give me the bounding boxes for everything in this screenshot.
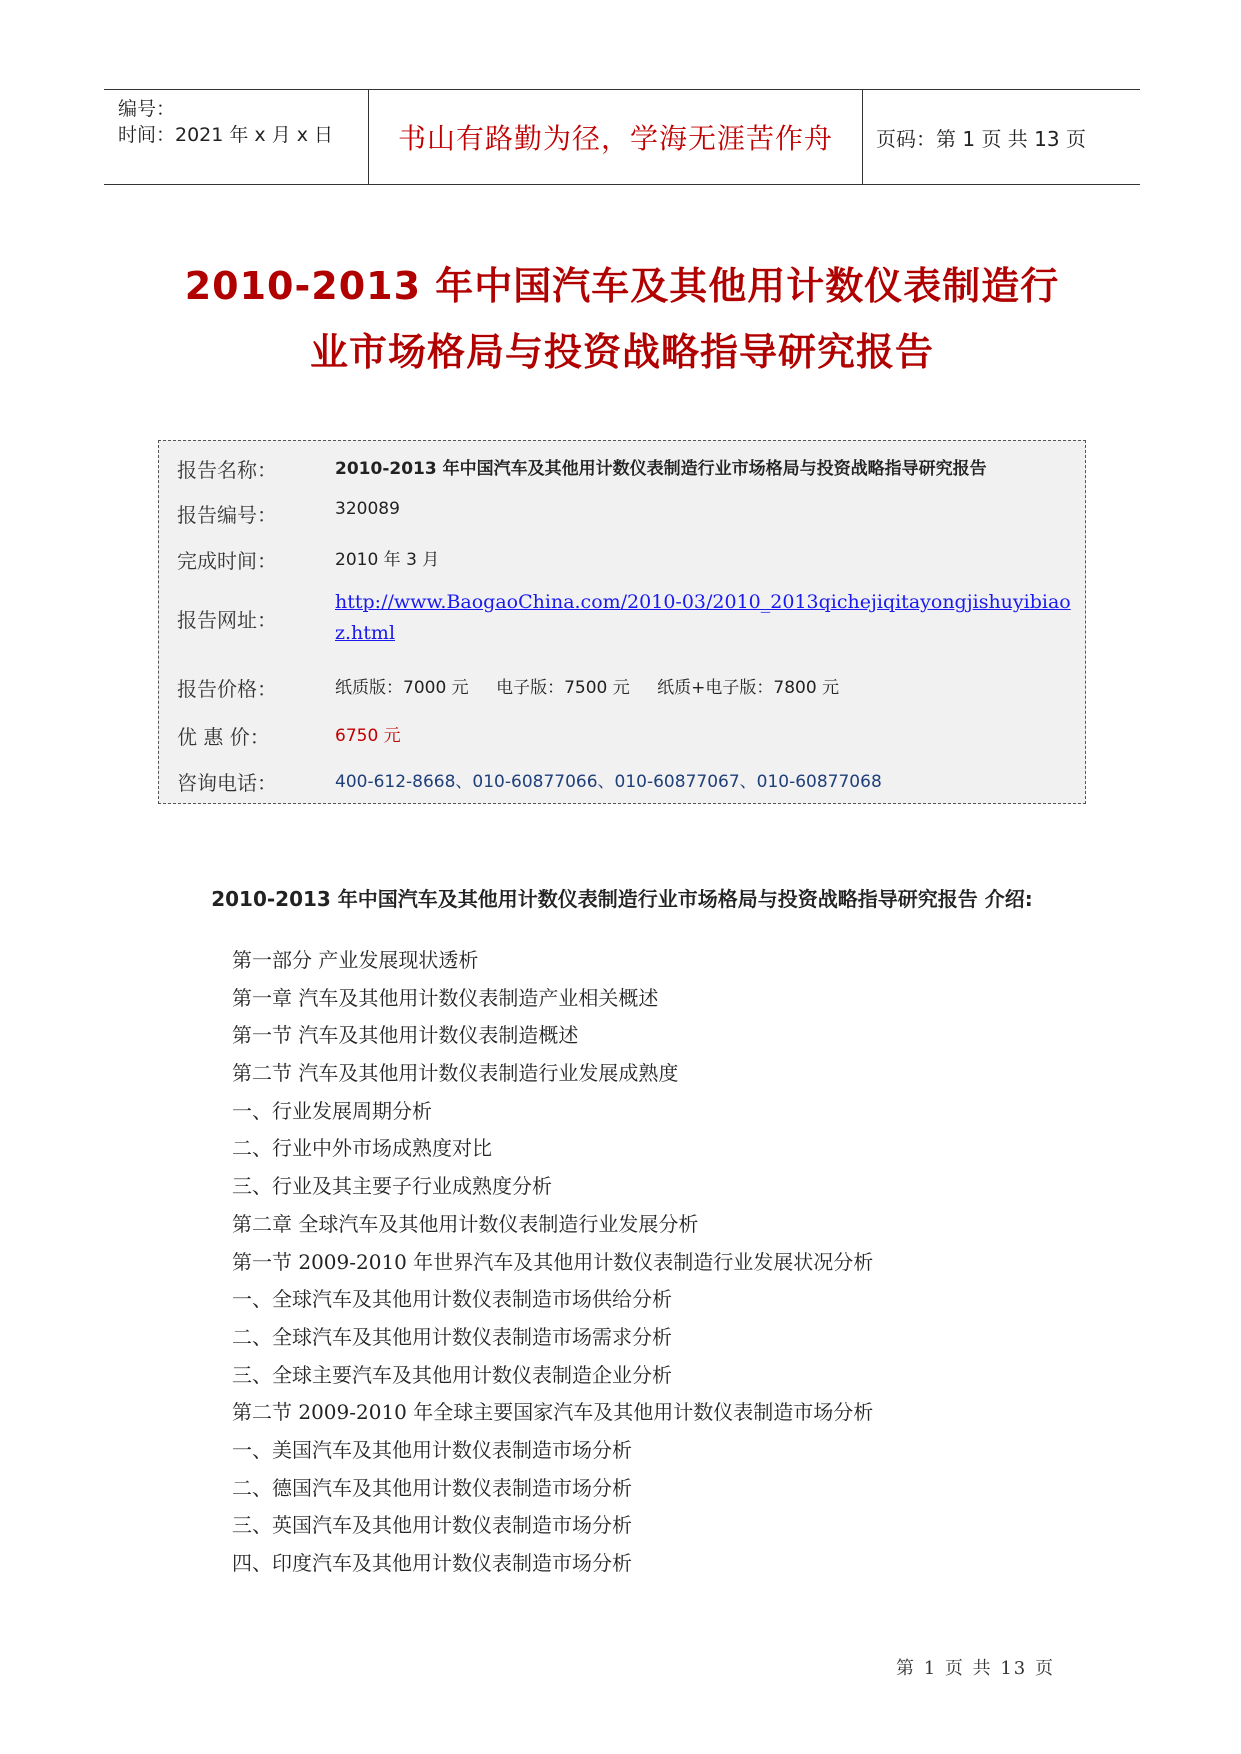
toc-item: 二、全球汽车及其他用计数仪表制造市场需求分析 bbox=[232, 1324, 672, 1349]
toc-item: 二、德国汽车及其他用计数仪表制造市场分析 bbox=[232, 1475, 632, 1500]
header-meta-cell bbox=[104, 90, 368, 184]
report-price-value bbox=[335, 673, 861, 698]
report-date-value: 2010 年 3 月 bbox=[335, 550, 440, 570]
toc-item: 第一节 汽车及其他用计数仪表制造概述 bbox=[232, 1023, 579, 1048]
table-of-contents bbox=[232, 942, 873, 1583]
toc-item: 二、行业中外市场成熟度对比 bbox=[232, 1136, 492, 1161]
document-time: 时间：2021 年 x 月 x 日 bbox=[118, 124, 334, 146]
header-motto-cell bbox=[368, 90, 863, 184]
report-date-label: 完成时间： bbox=[177, 549, 277, 573]
document-header bbox=[104, 89, 1140, 185]
toc-item: 四、印度汽车及其他用计数仪表制造市场分析 bbox=[232, 1551, 632, 1575]
phone-label: 咨询电话： bbox=[177, 771, 277, 795]
info-row-url bbox=[177, 587, 1075, 649]
toc-item: 三、英国汽车及其他用计数仪表制造市场分析 bbox=[232, 1513, 632, 1538]
info-row-name bbox=[177, 454, 1075, 483]
intro-heading: 2010-2013 年中国汽车及其他用计数仪表制造行业市场格局与投资战略指导研究报告 介绍: bbox=[211, 887, 1033, 911]
report-url-link[interactable]: http://www.BaogaoChina.com/2010-03/2010_2013qichejiqitayongjishuyibiaoz.html bbox=[335, 591, 1071, 644]
toc-item: 第一部分 产业发展现状透析 bbox=[232, 948, 479, 972]
toc-item: 第一章 汽车及其他用计数仪表制造产业相关概述 bbox=[232, 985, 659, 1010]
report-title-line-1: 2010-2013 年中国汽车及其他用计数仪表制造行 bbox=[184, 264, 1060, 308]
motto-text: 书山有路勤为径，学海无涯苦作舟 bbox=[397, 122, 833, 155]
discount-label: 优 惠 价： bbox=[177, 725, 270, 749]
report-name-value: 2010-2013 年中国汽车及其他用计数仪表制造行业市场格局与投资战略指导研究报告 bbox=[335, 459, 987, 479]
info-row-phone bbox=[177, 767, 1075, 796]
price-paper: 纸质版：7000 元 bbox=[335, 678, 469, 698]
report-info-box bbox=[158, 440, 1086, 804]
report-number-value: 320089 bbox=[335, 499, 400, 519]
page-info: 页码：第 1 页 共 13 页 bbox=[876, 126, 1086, 151]
toc-item: 第二章 全球汽车及其他用计数仪表制造行业发展分析 bbox=[232, 1211, 699, 1236]
toc-item: 一、行业发展周期分析 bbox=[232, 1098, 432, 1123]
toc-item: 三、行业及其主要子行业成熟度分析 bbox=[232, 1174, 552, 1199]
info-row-number bbox=[177, 499, 1075, 528]
phone-value: 400-612-8668、010-60877066、010-60877067、010-60877068 bbox=[335, 772, 882, 792]
discount-value: 6750 元 bbox=[335, 726, 401, 746]
info-row-discount bbox=[177, 721, 1075, 750]
toc-item: 第二节 2009-2010 年全球主要国家汽车及其他用计数仪表制造市场分析 bbox=[232, 1400, 874, 1425]
report-price-label: 报告价格： bbox=[177, 677, 277, 701]
report-name-label: 报告名称： bbox=[177, 458, 277, 482]
report-title-line-2: 业市场格局与投资战略指导研究报告 bbox=[309, 330, 934, 374]
info-row-price bbox=[177, 673, 1075, 702]
toc-item: 第一节 2009-2010 年世界汽车及其他用计数仪表制造行业发展状况分析 bbox=[232, 1249, 874, 1274]
report-number-label: 报告编号： bbox=[177, 503, 277, 527]
price-both: 纸质+电子版：7800 元 bbox=[657, 678, 840, 698]
toc-item: 一、全球汽车及其他用计数仪表制造市场供给分析 bbox=[232, 1287, 672, 1312]
info-row-date bbox=[177, 545, 1075, 574]
document-number-label: 编号： bbox=[118, 98, 176, 120]
toc-item: 一、美国汽车及其他用计数仪表制造市场分析 bbox=[232, 1437, 632, 1462]
price-electronic: 电子版：7500 元 bbox=[496, 678, 630, 698]
page-footer: 第 1 页 共 13 页 bbox=[896, 1658, 1055, 1679]
report-url-label: 报告网址： bbox=[177, 608, 277, 632]
header-page-cell bbox=[864, 90, 1140, 184]
toc-item: 三、全球主要汽车及其他用计数仪表制造企业分析 bbox=[232, 1362, 672, 1387]
toc-item: 第二节 汽车及其他用计数仪表制造行业发展成熟度 bbox=[232, 1061, 679, 1086]
